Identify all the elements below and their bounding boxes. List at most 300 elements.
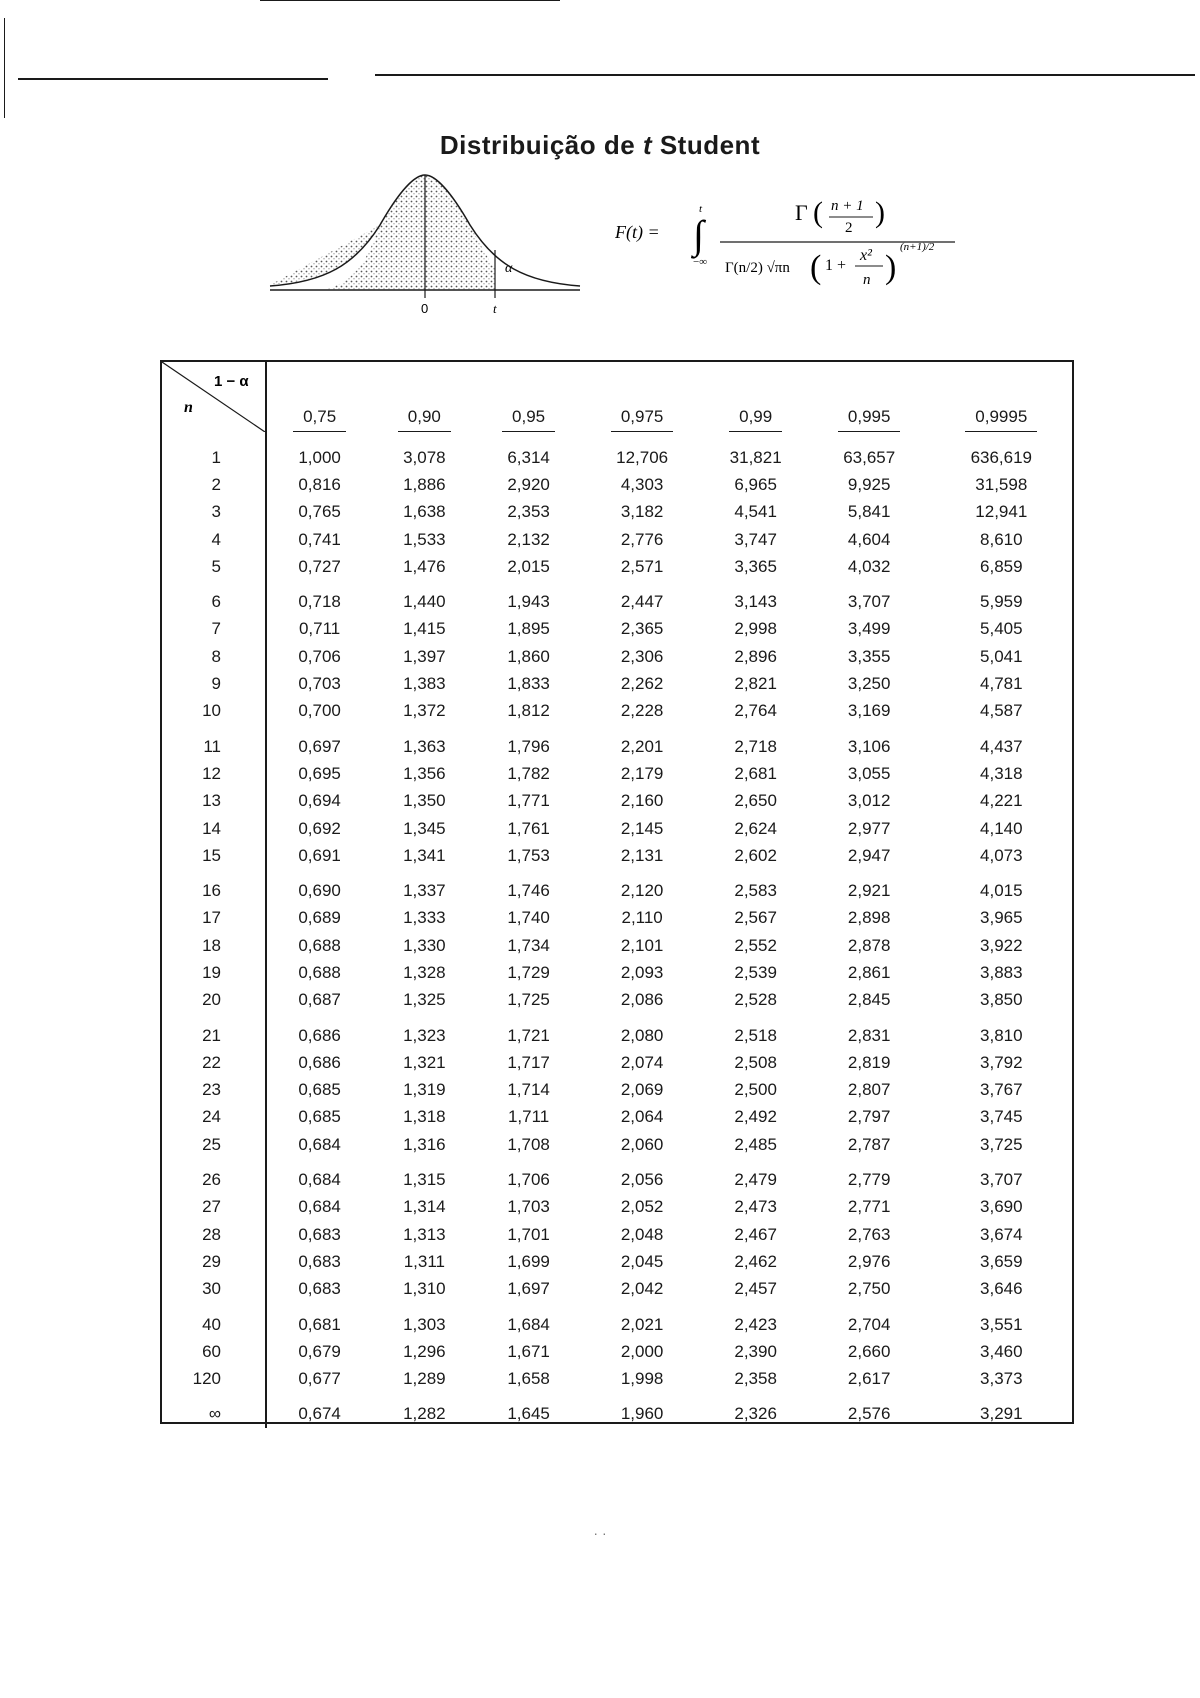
critical-value: 2,045	[620, 1251, 664, 1271]
critical-value: 4,015	[980, 881, 1023, 901]
critical-value: 1,397	[403, 646, 446, 666]
critical-value: 1,476	[403, 556, 446, 576]
critical-value: 1,328	[403, 962, 446, 982]
table-row	[162, 670, 1072, 697]
degrees-of-freedom: ∞	[162, 1401, 266, 1428]
critical-value: 3,690	[980, 1197, 1023, 1217]
critical-value: 1,363	[403, 736, 446, 756]
critical-value: 1,315	[403, 1170, 446, 1190]
critical-value: 0,688	[298, 962, 341, 982]
critical-value: 63,657	[843, 447, 896, 467]
critical-value: 4,140	[980, 818, 1023, 838]
column-header	[581, 362, 704, 444]
degrees-of-freedom: 5	[162, 553, 266, 580]
critical-value: 2,060	[620, 1134, 664, 1154]
critical-value: 2,262	[620, 674, 664, 694]
critical-value: 0,684	[298, 1197, 341, 1217]
critical-value: 0,683	[298, 1279, 341, 1299]
critical-value: 1,337	[403, 881, 446, 901]
critical-value: 1,699	[507, 1251, 550, 1271]
svg-text:∫: ∫	[693, 212, 704, 257]
critical-value: 2,845	[847, 990, 891, 1010]
table-row	[162, 1049, 1072, 1076]
svg-text:x²: x²	[860, 247, 872, 264]
critical-value: 0,681	[298, 1314, 341, 1334]
critical-value: 5,405	[980, 619, 1023, 639]
table-row	[162, 1276, 1072, 1303]
table-row	[162, 877, 1072, 904]
critical-value: 0,689	[298, 908, 341, 928]
critical-value: 2,326	[734, 1404, 777, 1424]
critical-value: 0,686	[298, 1052, 341, 1072]
group-spacer	[162, 725, 1072, 733]
critical-value: 3,182	[620, 502, 664, 522]
table-row	[162, 1104, 1072, 1131]
critical-value: 3,747	[734, 529, 777, 549]
critical-value: 0,683	[298, 1224, 341, 1244]
critical-value: 1,729	[507, 962, 550, 982]
svg-text:n + 1: n + 1	[831, 198, 864, 214]
critical-value: 2,776	[620, 529, 664, 549]
critical-value: 3,965	[980, 908, 1023, 928]
critical-value: 1,671	[507, 1341, 550, 1361]
svg-text:1 +: 1 +	[825, 257, 847, 274]
degrees-of-freedom: 23	[162, 1077, 266, 1104]
critical-value: 2,492	[734, 1107, 777, 1127]
critical-value: 2,602	[734, 845, 777, 865]
critical-value: 3,810	[980, 1025, 1023, 1045]
column-header	[808, 362, 931, 444]
degrees-of-freedom: 30	[162, 1276, 266, 1303]
critical-value: 2,179	[620, 763, 664, 783]
critical-value: 3,078	[403, 447, 446, 467]
table-row	[162, 1366, 1072, 1393]
table-body	[162, 444, 1072, 1428]
critical-value: 2,797	[847, 1107, 891, 1127]
critical-value: 6,965	[734, 474, 777, 494]
critical-value: 5,041	[980, 646, 1023, 666]
critical-value: 2,779	[847, 1170, 891, 1190]
critical-value: 12,706	[616, 447, 669, 467]
group-spacer	[162, 580, 1072, 588]
critical-value: 1,771	[507, 791, 550, 811]
title-suffix: Student	[652, 130, 761, 160]
corner-top-label: 1 − α	[214, 373, 249, 390]
critical-value: 3,745	[980, 1107, 1023, 1127]
critical-value: 3,707	[847, 592, 891, 612]
t-student-table	[160, 360, 1074, 1424]
critical-value: 0,765	[298, 502, 341, 522]
critical-value: 2,473	[734, 1197, 777, 1217]
critical-value: 1,895	[507, 619, 550, 639]
critical-value: 2,787	[847, 1134, 891, 1154]
critical-value: 4,781	[980, 674, 1023, 694]
critical-value: 1,717	[507, 1052, 550, 1072]
critical-value: 1,323	[403, 1025, 446, 1045]
critical-value: 1,706	[507, 1170, 550, 1190]
critical-value: 1,812	[507, 701, 550, 721]
row-label-spacer	[162, 1303, 266, 1311]
critical-value: 2,704	[847, 1314, 891, 1334]
table-row	[162, 987, 1072, 1014]
row-value-spacer	[266, 1158, 1072, 1166]
critical-value: 1,697	[507, 1279, 550, 1299]
critical-value: 0,694	[298, 791, 341, 811]
degrees-of-freedom: 18	[162, 932, 266, 959]
critical-value: 0,679	[298, 1341, 341, 1361]
table-row	[162, 815, 1072, 842]
critical-value: 31,598	[975, 474, 1028, 494]
critical-value: 1,318	[403, 1107, 446, 1127]
degrees-of-freedom: 13	[162, 788, 266, 815]
row-value-spacer	[266, 1393, 1072, 1401]
column-header-label: 0,9995	[965, 407, 1037, 432]
table-row	[162, 444, 1072, 471]
svg-text:(n+1)/2: (n+1)/2	[900, 241, 935, 253]
critical-value: 1,960	[620, 1404, 664, 1424]
group-spacer	[162, 869, 1072, 877]
svg-text:Γ(n/2) √πn: Γ(n/2) √πn	[725, 260, 790, 276]
critical-value: 1,313	[403, 1224, 446, 1244]
critical-value: 2,771	[847, 1197, 891, 1217]
critical-value: 2,467	[734, 1224, 777, 1244]
column-header	[931, 362, 1072, 444]
critical-value: 2,365	[620, 619, 664, 639]
critical-value: 2,807	[847, 1080, 891, 1100]
critical-value: 1,440	[403, 592, 446, 612]
critical-value: 3,551	[980, 1314, 1023, 1334]
critical-value: 2,976	[847, 1251, 891, 1271]
svg-text:(: (	[813, 196, 823, 229]
column-header-label: 0,975	[611, 407, 674, 432]
critical-value: 0,685	[298, 1080, 341, 1100]
svg-text:n: n	[863, 272, 871, 288]
degrees-of-freedom: 40	[162, 1311, 266, 1338]
column-header-label: 0,90	[398, 407, 451, 432]
critical-value: 1,372	[403, 701, 446, 721]
critical-value: 2,539	[734, 962, 777, 982]
degrees-of-freedom: 4	[162, 526, 266, 553]
critical-value: 8,610	[980, 529, 1023, 549]
critical-value: 2,120	[620, 881, 664, 901]
degrees-of-freedom: 25	[162, 1131, 266, 1158]
critical-value: 2,831	[847, 1025, 891, 1045]
table-row	[162, 1166, 1072, 1193]
critical-value: 5,841	[847, 502, 891, 522]
critical-value: 2,358	[734, 1369, 777, 1389]
critical-value: 31,821	[729, 447, 782, 467]
critical-value: 2,518	[734, 1025, 777, 1045]
table-row	[162, 1077, 1072, 1104]
critical-value: 1,753	[507, 845, 550, 865]
critical-value: 2,064	[620, 1107, 664, 1127]
critical-value: 2,048	[620, 1224, 664, 1244]
row-label-spacer	[162, 1158, 266, 1166]
critical-value: 2,571	[620, 556, 664, 576]
critical-value: 2,576	[847, 1404, 891, 1424]
critical-value: 1,383	[403, 674, 446, 694]
critical-value: 1,316	[403, 1134, 446, 1154]
row-value-spacer	[266, 580, 1072, 588]
degrees-of-freedom: 12	[162, 760, 266, 787]
critical-value: 0,695	[298, 763, 341, 783]
curve-x0-label: 0	[421, 301, 429, 315]
critical-value: 4,303	[620, 474, 664, 494]
critical-value: 3,355	[847, 646, 891, 666]
table-row	[162, 1338, 1072, 1365]
critical-value: 1,684	[507, 1314, 550, 1334]
table-row	[162, 471, 1072, 498]
table-header-row	[162, 362, 1072, 444]
row-label-spacer	[162, 725, 266, 733]
critical-value: 0,718	[298, 592, 341, 612]
critical-value: 4,437	[980, 736, 1023, 756]
critical-value: 0,816	[298, 474, 341, 494]
table-row	[162, 842, 1072, 869]
critical-value: 3,725	[980, 1134, 1023, 1154]
critical-value: 2,977	[847, 818, 891, 838]
critical-value: 3,365	[734, 556, 777, 576]
critical-value: 1,746	[507, 881, 550, 901]
formula-svg	[615, 190, 975, 315]
degrees-of-freedom: 11	[162, 733, 266, 760]
critical-value: 1,345	[403, 818, 446, 838]
critical-value: 3,767	[980, 1080, 1023, 1100]
group-spacer	[162, 1158, 1072, 1166]
critical-value: 4,604	[847, 529, 891, 549]
table-row	[162, 1311, 1072, 1338]
critical-value: 1,321	[403, 1052, 446, 1072]
degrees-of-freedom: 6	[162, 588, 266, 615]
degrees-of-freedom: 2	[162, 471, 266, 498]
critical-value: 1,319	[403, 1080, 446, 1100]
corner-left-label: n	[184, 399, 193, 416]
degrees-of-freedom: 120	[162, 1366, 266, 1393]
critical-value: 2,681	[734, 763, 777, 783]
critical-value: 1,711	[507, 1107, 550, 1127]
critical-value: 1,734	[507, 935, 550, 955]
critical-value: 1,998	[620, 1369, 664, 1389]
critical-value: 1,303	[403, 1314, 446, 1334]
degrees-of-freedom: 60	[162, 1338, 266, 1365]
svg-text:t: t	[699, 203, 703, 215]
critical-value: 2,660	[847, 1341, 891, 1361]
critical-value: 1,289	[403, 1369, 446, 1389]
critical-value: 2,528	[734, 990, 777, 1010]
critical-value: 2,228	[620, 701, 664, 721]
critical-value: 2,015	[507, 556, 550, 576]
critical-value: 2,110	[621, 908, 663, 928]
critical-value: 2,718	[734, 736, 777, 756]
column-header-label: 0,75	[293, 407, 346, 432]
critical-value: 2,093	[620, 962, 664, 982]
table-row	[162, 643, 1072, 670]
critical-value: 2,861	[847, 962, 891, 982]
critical-value: 6,314	[507, 447, 550, 467]
critical-value: 1,325	[403, 990, 446, 1010]
table-row	[162, 1221, 1072, 1248]
formula-lhs: F(t) =	[615, 222, 660, 242]
table-row	[162, 905, 1072, 932]
critical-value: 3,850	[980, 990, 1023, 1010]
critical-value: 1,333	[403, 908, 446, 928]
critical-value: 2,896	[734, 646, 777, 666]
degrees-of-freedom: 14	[162, 815, 266, 842]
row-value-spacer	[266, 1303, 1072, 1311]
critical-value: 2,947	[847, 845, 891, 865]
degrees-of-freedom: 1	[162, 444, 266, 471]
critical-value: 2,508	[734, 1052, 777, 1072]
critical-value: 0,700	[298, 701, 341, 721]
degrees-of-freedom: 29	[162, 1248, 266, 1275]
critical-value: 2,617	[847, 1369, 891, 1389]
group-spacer	[162, 1393, 1072, 1401]
critical-value: 2,479	[734, 1170, 777, 1190]
critical-value: 2,583	[734, 881, 777, 901]
group-spacer	[162, 1303, 1072, 1311]
column-header-label: 0,99	[729, 407, 782, 432]
critical-value: 2,160	[620, 791, 664, 811]
critical-value: 1,356	[403, 763, 446, 783]
critical-value: 2,898	[847, 908, 891, 928]
critical-value: 1,533	[403, 529, 446, 549]
critical-value: 2,821	[734, 674, 777, 694]
critical-value: 2,306	[620, 646, 664, 666]
critical-value: 2,132	[507, 529, 550, 549]
table-row	[162, 698, 1072, 725]
critical-value: 3,055	[847, 763, 891, 783]
critical-value: 2,750	[847, 1279, 891, 1299]
critical-value: 0,690	[298, 881, 341, 901]
critical-value: 0,677	[298, 1369, 341, 1389]
critical-value: 2,921	[847, 881, 891, 901]
critical-value: 3,169	[847, 701, 891, 721]
critical-value: 0,741	[298, 529, 341, 549]
critical-value: 2,500	[734, 1080, 777, 1100]
critical-value: 3,922	[980, 935, 1023, 955]
critical-value: 2,764	[734, 701, 777, 721]
critical-value: 2,086	[620, 990, 664, 1010]
corner-diagonal	[162, 362, 265, 432]
critical-value: 2,624	[734, 818, 777, 838]
critical-value: 1,638	[403, 502, 446, 522]
critical-value: 6,859	[980, 556, 1023, 576]
left-edge-mark	[4, 18, 5, 118]
svg-text:): )	[875, 196, 885, 229]
table-row	[162, 733, 1072, 760]
critical-value: 2,567	[734, 908, 777, 928]
critical-value: 9,925	[847, 474, 891, 494]
critical-value: 2,998	[734, 619, 777, 639]
critical-value: 2,457	[734, 1279, 777, 1299]
critical-value: 2,131	[620, 845, 664, 865]
critical-value: 2,201	[620, 736, 664, 756]
top-rule-edge	[260, 0, 560, 1]
table-row	[162, 788, 1072, 815]
row-label-spacer	[162, 1393, 266, 1401]
critical-value: 0,684	[298, 1134, 341, 1154]
row-label-spacer	[162, 1014, 266, 1022]
degrees-of-freedom: 19	[162, 959, 266, 986]
critical-value: 2,485	[734, 1134, 777, 1154]
critical-value: 1,341	[403, 845, 446, 865]
critical-value: 3,373	[980, 1369, 1023, 1389]
critical-value: 2,080	[620, 1025, 664, 1045]
header-corner	[162, 362, 266, 444]
critical-value: 1,701	[507, 1224, 550, 1244]
critical-value: 1,796	[507, 736, 550, 756]
critical-value: 1,314	[403, 1197, 446, 1217]
critical-value: 0,697	[298, 736, 341, 756]
critical-value: 2,763	[847, 1224, 891, 1244]
column-header	[476, 362, 580, 444]
degrees-of-freedom: 3	[162, 499, 266, 526]
critical-value: 2,069	[620, 1080, 664, 1100]
curve-svg	[265, 170, 585, 315]
critical-value: 2,878	[847, 935, 891, 955]
degrees-of-freedom: 21	[162, 1022, 266, 1049]
svg-text:−∞: −∞	[693, 256, 708, 268]
table-row	[162, 616, 1072, 643]
table-row	[162, 760, 1072, 787]
critical-value: 0,692	[298, 818, 341, 838]
critical-value: 1,725	[507, 990, 550, 1010]
column-header	[266, 362, 372, 444]
critical-value: 1,833	[507, 674, 550, 694]
row-value-spacer	[266, 869, 1072, 877]
critical-value: 3,659	[980, 1251, 1023, 1271]
critical-value: 2,462	[734, 1251, 777, 1271]
table-row	[162, 588, 1072, 615]
critical-value: 2,074	[620, 1052, 664, 1072]
critical-value: 3,883	[980, 962, 1023, 982]
table-row	[162, 1401, 1072, 1428]
critical-value: 4,587	[980, 701, 1023, 721]
column-header	[372, 362, 476, 444]
table-row	[162, 526, 1072, 553]
critical-value: 2,552	[734, 935, 777, 955]
degrees-of-freedom: 8	[162, 643, 266, 670]
critical-value: 5,959	[980, 592, 1023, 612]
critical-value: 1,886	[403, 474, 446, 494]
column-header	[704, 362, 808, 444]
column-header-label: 0,995	[838, 407, 901, 432]
curve-alpha-label: α	[505, 261, 513, 276]
column-header-label: 0,95	[502, 407, 555, 432]
critical-value: 1,721	[507, 1025, 550, 1045]
critical-value: 1,782	[507, 763, 550, 783]
degrees-of-freedom: 22	[162, 1049, 266, 1076]
table-row	[162, 1248, 1072, 1275]
critical-value: 2,052	[620, 1197, 664, 1217]
critical-value: 3,792	[980, 1052, 1023, 1072]
critical-value: 2,423	[734, 1314, 777, 1334]
density-formula	[615, 190, 975, 315]
critical-value: 0,685	[298, 1107, 341, 1127]
critical-value: 4,541	[734, 502, 777, 522]
row-value-spacer	[266, 725, 1072, 733]
critical-value: 3,674	[980, 1224, 1023, 1244]
critical-value: 1,761	[507, 818, 550, 838]
critical-value: 0,688	[298, 935, 341, 955]
row-label-spacer	[162, 580, 266, 588]
critical-value: 1,311	[403, 1251, 445, 1271]
svg-text:): )	[885, 249, 897, 286]
critical-value: 2,819	[847, 1052, 891, 1072]
table-row	[162, 932, 1072, 959]
critical-value: 4,221	[980, 791, 1023, 811]
page-title	[0, 130, 1200, 161]
